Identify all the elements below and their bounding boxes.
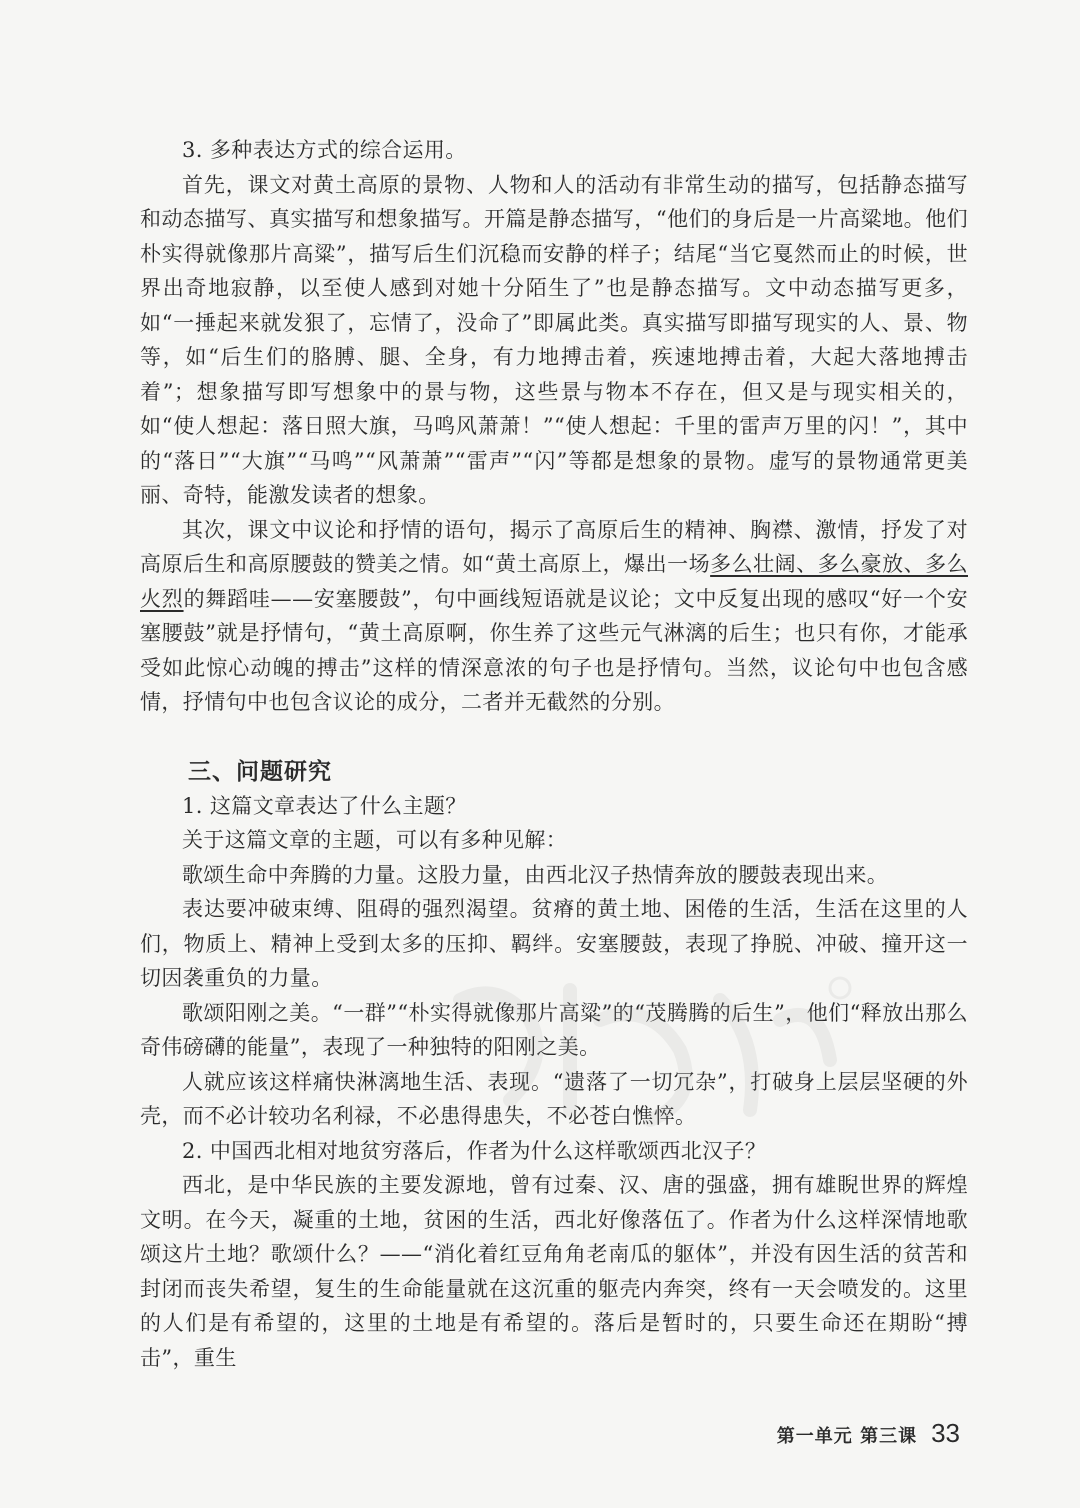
paragraph-theme-1: 歌颂生命中奔腾的力量。这股力量，由西北汉子热情奔放的腰鼓表现出来。 xyxy=(182,862,889,887)
unit-lesson-label: 第一单元 第三课 xyxy=(776,1426,918,1447)
section-title-problem-research: 三、问题研究 xyxy=(188,758,332,785)
text-segment: 其次，课文中议论和抒情的语句，揭示了高原后生的精神、胸襟、激情，抒发了对高原后生和高原腰鼓的赞美之情。如“黄土高原上，爆出一场 xyxy=(140,517,968,576)
paragraph-lyric-argument xyxy=(140,513,968,720)
subheading-expression-methods: 3. 多种表达方式的综合运用。 xyxy=(182,138,467,162)
question-2: 2. 中国西北相对地贫穷落后，作者为什么这样歌颂西北汉子？ xyxy=(182,1138,767,1163)
paragraph-theme-4: 人就应该这样痛快淋漓地生活、表现。“遗落了一切冗杂”，打破身上层层坚硬的外壳，而不必计较功名利禄，不必患得患失，不必苍白憔悴。 xyxy=(140,1069,968,1128)
paragraph-theme-2: 表达要冲破束缚、阻碍的强烈渴望。贫瘠的黄土地、困倦的生活，生活在这里的人们，物质上、精神上受到太多的压抑、羁绊。安塞腰鼓，表现了挣脱、冲破、撞开这一切因袭重负的力量。 xyxy=(140,897,968,990)
page-content xyxy=(140,133,968,1375)
paragraph-theme-intro: 关于这篇文章的主题，可以有多种见解： xyxy=(182,828,568,852)
paragraph-theme-3: 歌颂阳刚之美。“一群”“朴实得就像那片高粱”的“茂腾腾的后生”，他们“释放出那么奇伟磅礴的能量”，表现了一种独特的阳刚之美。 xyxy=(140,1000,968,1059)
paragraph-description: 首先，课文对黄土高原的景物、人物和人的活动有非常生动的描写，包括静态描写和动态描写、真实描写和想象描写。开篇是静态描写，“他们的身后是一片高粱地。他们朴实得就像那片高粱”，描写后生们沉稳而安静的样子；结尾“当它戛然而止的时候，世界出奇地寂静，以至使人感到对她十分陌生了”也是静态描写。文中动态描写更多，如“一捶起来就发狠了，忘情了，没命了”即属此类。真实描写即描写现实的人、景、物等，如“后生们的胳膊、腿、全身，有力地搏击着，疾速地搏击着，大起大落地搏击着”；想象描写即写想象中的景与物，这些景与物本不存在，但又是与现实相关的，如“使人想起：落日照大旗，马鸣风萧萧！”“使人想起：千里的雷声万里的闪！”，其中的“落日”“大旗”“马鸣”“风萧萧”“雷声”“闪”等都是想象的景物。虚写的景物通常更美丽、奇特，能激发读者的想象。 xyxy=(140,172,968,507)
question-1: 1. 这篇文章表达了什么主题？ xyxy=(182,793,467,818)
text-segment: 的舞蹈哇——安塞腰鼓”，句中画线短语就是议论；文中反复出现的感叹“好一个安塞腰鼓”就是抒情句，“黄土高原啊，你生养了这些元气淋漓的后生；也只有你，才能承受如此惊心动魄的搏击”这样的情深意浓的句子也是抒情句。当然，议论句中也包含感情，抒情句中也包含议论的成分，二者并无截然的分别。 xyxy=(140,586,968,714)
paragraph-northwest: 西北，是中华民族的主要发源地，曾有过秦、汉、唐的强盛，拥有雄睨世界的辉煌文明。在今天，凝重的土地，贫困的生活，西北好像落伍了。作者为什么这样深情地歌颂这片土地？歌颂什么？——“消化着红豆角角老南瓜的躯体”，并没有因生活的贫苦和封闭而丧失希望，复生的生命能量就在这沉重的躯壳内奔突，终有一天会喷发的。这里的人们是有希望的，这里的土地是有希望的。落后是暂时的，只要生命还在期盼“搏击”，重生 xyxy=(140,1173,968,1370)
page-footer xyxy=(777,1418,960,1449)
underlined-phrase: 多么壮阔、多么豪放、多么火烈 xyxy=(140,552,968,611)
page-number: 33 xyxy=(931,1418,960,1448)
